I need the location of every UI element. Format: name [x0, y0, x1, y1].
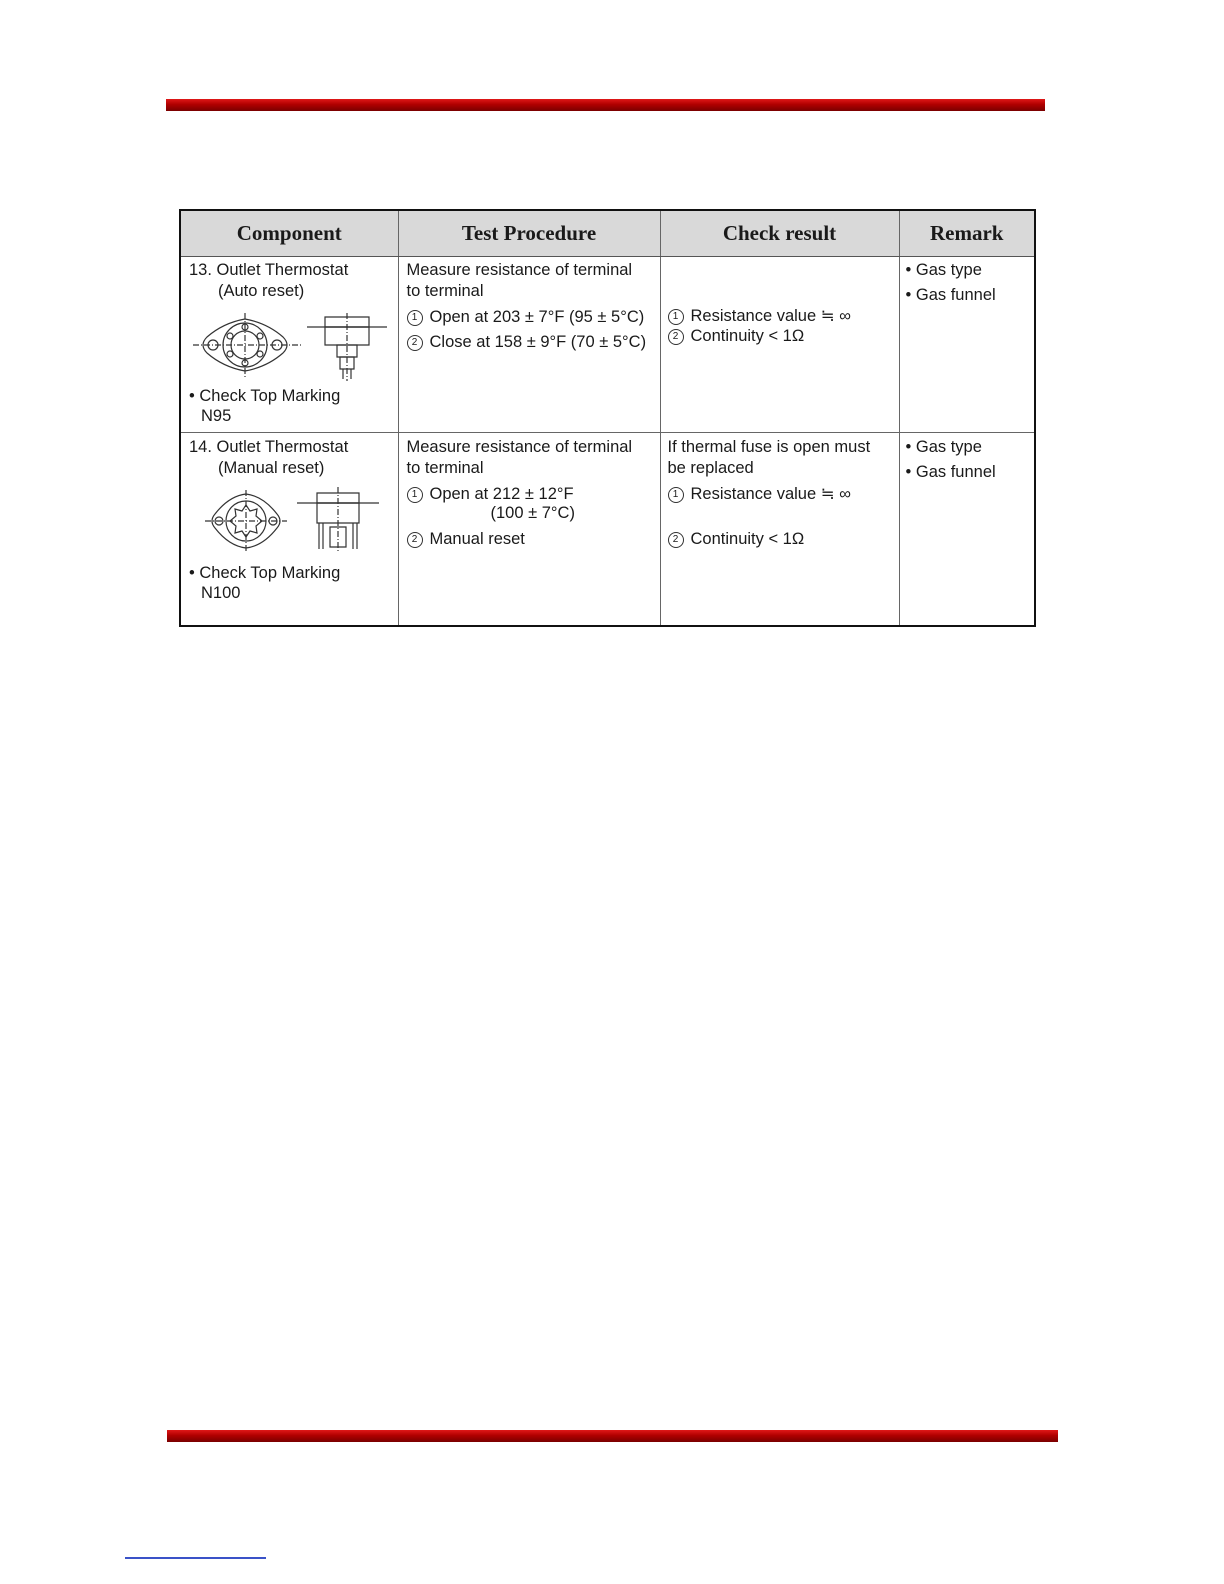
step-number-icon: 1: [407, 310, 423, 326]
header-test-procedure: Test Procedure: [398, 210, 660, 257]
footer-link-underline[interactable]: [125, 1557, 266, 1559]
result-item: [668, 306, 851, 326]
result-text: Continuity < 1Ω: [690, 530, 805, 548]
table-row: [180, 257, 1035, 433]
procedure-cell: [398, 257, 660, 433]
check-result-cell: [660, 433, 899, 627]
result-intro-cont: be replaced: [667, 459, 754, 477]
procedure-step: [407, 529, 525, 549]
table-row: [180, 433, 1035, 627]
top-red-rule: [166, 99, 1045, 111]
component-name: 14. Outlet Thermostat: [189, 438, 349, 456]
procedure-text-cont: to terminal: [406, 459, 484, 477]
bottom-red-rule: [167, 1430, 1058, 1442]
marking-value: N100: [201, 584, 241, 602]
step-text: Open at 212 ± 12°F: [429, 485, 574, 503]
header-check-result: Check result: [660, 210, 899, 257]
table-header-row: [180, 210, 1035, 257]
procedure-step: [407, 332, 647, 352]
step-number-icon: 1: [668, 487, 684, 503]
remark-cell: [899, 257, 1035, 433]
remark-item: • Gas type: [905, 438, 982, 456]
step-number-icon: 2: [668, 329, 684, 345]
remark-cell: [899, 433, 1035, 627]
procedure-text-cont: to terminal: [406, 282, 484, 300]
header-remark: Remark: [899, 210, 1035, 257]
check-result-cell: [660, 257, 899, 433]
result-item: [668, 529, 805, 549]
result-item: [668, 326, 805, 346]
component-type: (Manual reset): [218, 459, 325, 477]
component-type: (Auto reset): [218, 282, 305, 300]
marking-label: • Check Top Marking: [189, 387, 341, 405]
step-number-icon: 2: [407, 532, 423, 548]
step-number-icon: 1: [668, 309, 684, 325]
remark-item: • Gas type: [905, 261, 982, 279]
result-text: Resistance value ≒ ∞: [690, 307, 851, 325]
header-component: Component: [180, 210, 398, 257]
step-number-icon: 1: [407, 487, 423, 503]
remark-item: • Gas funnel: [905, 463, 996, 481]
component-name: 13. Outlet Thermostat: [189, 261, 349, 279]
result-text: Resistance value ≒ ∞: [690, 485, 851, 503]
procedure-text: Measure resistance of terminal: [406, 261, 633, 279]
thermostat-top-view-icon: [205, 490, 287, 552]
procedure-step-cont: (100 ± 7°C): [490, 504, 575, 522]
step-number-icon: 2: [668, 532, 684, 548]
thermostat-test-table: [179, 209, 1036, 627]
step-number-icon: 2: [407, 335, 423, 351]
procedure-text: Measure resistance of terminal: [406, 438, 633, 456]
thermostat-top-view-icon: [193, 313, 301, 377]
step-text: Close at 158 ± 9°F (70 ± 5°C): [429, 333, 647, 351]
remark-item: • Gas funnel: [905, 286, 996, 304]
procedure-cell: [398, 433, 660, 627]
marking-label: • Check Top Marking: [189, 564, 341, 582]
procedure-step: [407, 307, 645, 327]
result-item: [668, 484, 851, 504]
component-cell: [180, 257, 398, 433]
thermostat-side-view-icon: [297, 487, 379, 551]
step-text: Manual reset: [429, 530, 525, 548]
step-text: Open at 203 ± 7°F (95 ± 5°C): [429, 308, 645, 326]
result-intro: If thermal fuse is open must: [667, 438, 871, 456]
procedure-step: [407, 484, 574, 504]
marking-value: N95: [201, 407, 232, 425]
component-cell: [180, 433, 398, 627]
thermostat-side-view-icon: [307, 313, 387, 381]
result-text: Continuity < 1Ω: [690, 327, 805, 345]
